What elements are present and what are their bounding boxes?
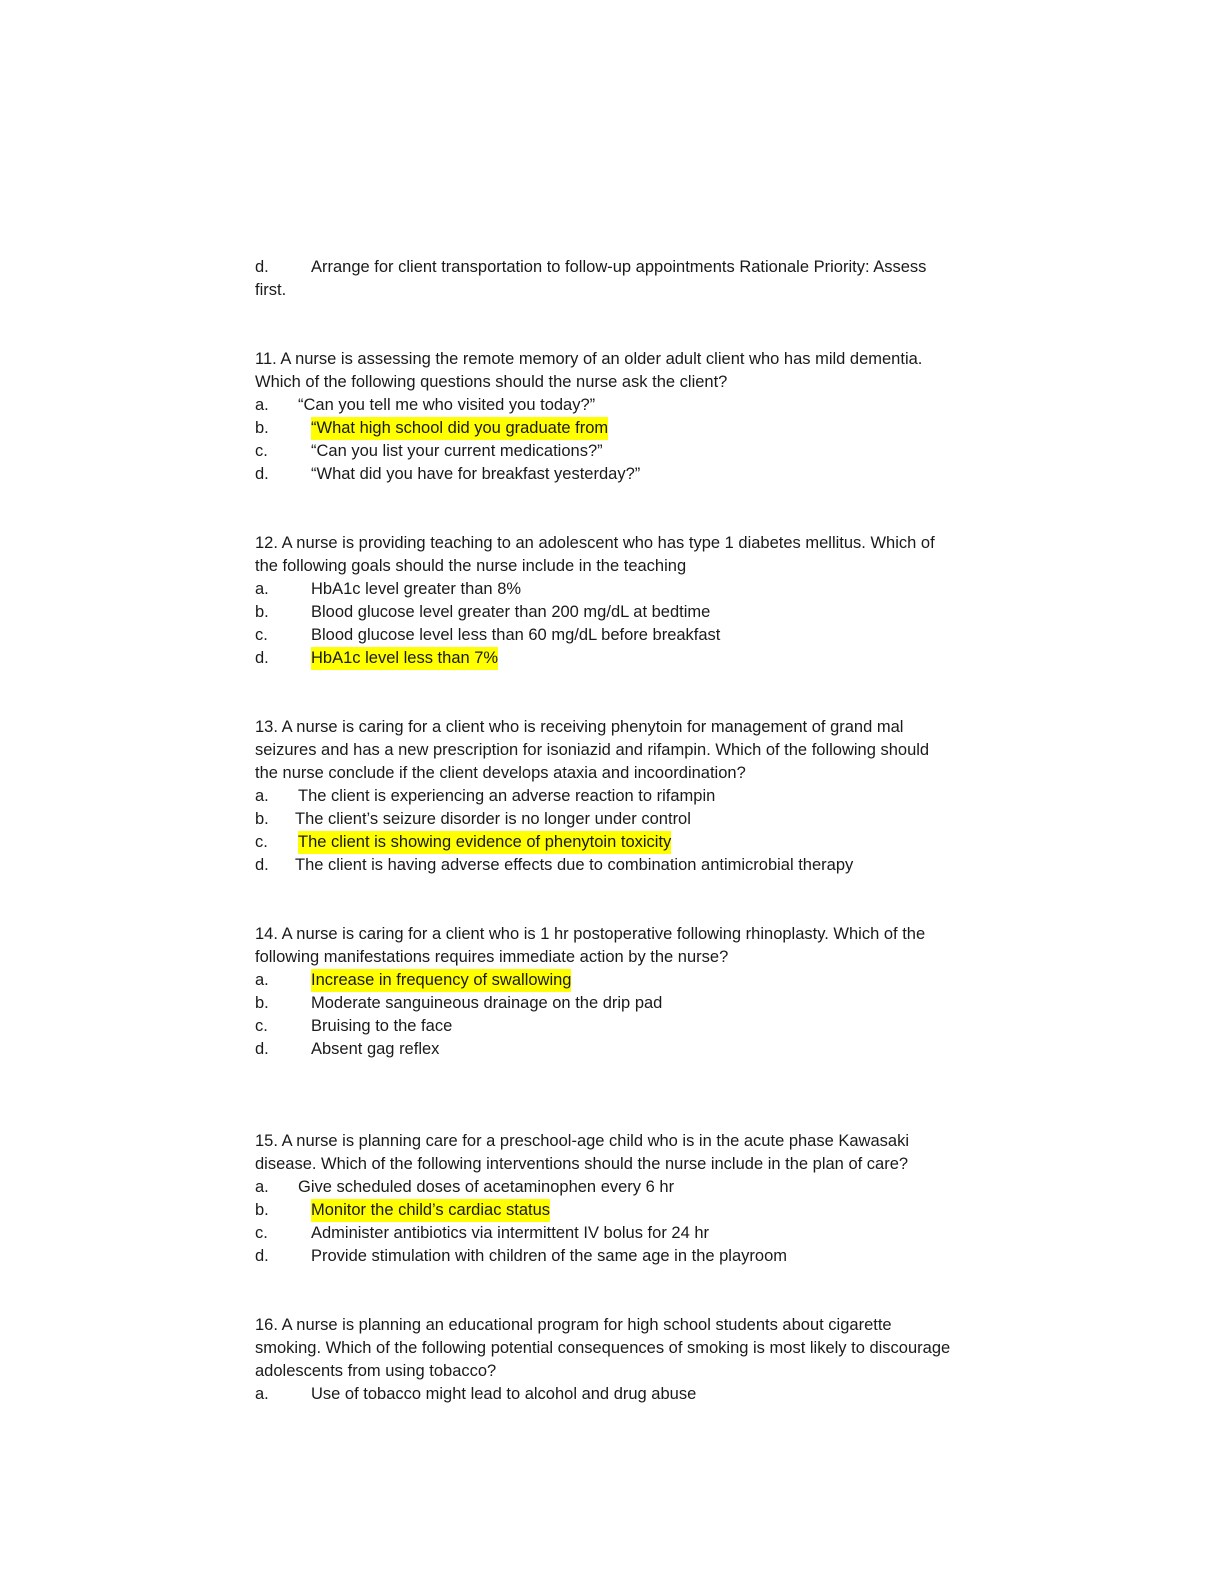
option-b xyxy=(255,992,985,1015)
option-letter: b. xyxy=(255,810,269,828)
question-12 xyxy=(255,532,985,670)
intro-option xyxy=(255,256,985,279)
option-text: The client is having adverse effects due to combination antimicrobial therapy xyxy=(295,856,854,874)
page-content xyxy=(255,256,985,1406)
option-letter: b. xyxy=(255,603,269,621)
option-text: Moderate sanguineous drainage on the drip pad xyxy=(311,994,663,1012)
question-stem-line: 15. A nurse is planning care for a preschool-age child who is in the acute phase Kawasaki xyxy=(255,1132,909,1150)
option-text: The client’s seizure disorder is no longer under control xyxy=(295,810,691,828)
question-stem-line: Which of the following questions should the nurse ask the client? xyxy=(255,373,728,391)
option-a xyxy=(255,785,985,808)
highlighted-answer-text: Monitor the child’s cardiac status xyxy=(311,1199,550,1222)
option-text: “What did you have for breakfast yesterday?” xyxy=(311,465,641,483)
option-letter: a. xyxy=(255,396,269,414)
intro-continuation: first. xyxy=(255,281,287,299)
option-text: HbA1c level greater than 8% xyxy=(311,580,522,598)
question-stem-line: 16. A nurse is planning an educational program for high school students about cigarette xyxy=(255,1316,892,1334)
option-text: “Can you list your current medications?” xyxy=(311,442,603,460)
option-letter: d. xyxy=(255,1040,269,1058)
option-text: Bruising to the face xyxy=(311,1017,453,1035)
option-letter: b. xyxy=(255,994,269,1012)
highlighted-answer-text: The client is showing evidence of phenytoin toxicity xyxy=(298,831,671,854)
option-letter: b. xyxy=(255,419,269,437)
question-15 xyxy=(255,1130,985,1268)
option-b xyxy=(255,1199,985,1222)
option-letter: d. xyxy=(255,856,269,874)
question-stem-line: smoking. Which of the following potential consequences of smoking is most likely to discourage xyxy=(255,1339,951,1357)
question-16 xyxy=(255,1314,985,1406)
option-letter: c. xyxy=(255,833,268,851)
question-stem-line: following manifestations requires immediate action by the nurse? xyxy=(255,948,729,966)
option-text: Administer antibiotics via intermittent IV bolus for 24 hr xyxy=(311,1224,710,1242)
option-text: Absent gag reflex xyxy=(311,1040,440,1058)
question-stem-line: the following goals should the nurse include in the teaching xyxy=(255,557,687,575)
question-stem-line: adolescents from using tobacco? xyxy=(255,1362,497,1380)
option-letter: d. xyxy=(255,1247,269,1265)
highlighted-answer-text: “What high school did you graduate from xyxy=(311,417,608,440)
option-letter: c. xyxy=(255,626,268,644)
option-a xyxy=(255,969,985,992)
option-letter: d. xyxy=(255,258,269,276)
question-14 xyxy=(255,923,985,1061)
option-c xyxy=(255,1222,985,1245)
option-d xyxy=(255,854,985,877)
option-letter: d. xyxy=(255,465,269,483)
question-stem-line: disease. Which of the following interventions should the nurse include in the plan of care? xyxy=(255,1155,909,1173)
question-13 xyxy=(255,716,985,877)
question-11 xyxy=(255,348,985,486)
question-stem-line: 11. A nurse is assessing the remote memory of an older adult client who has mild dementia. xyxy=(255,350,923,368)
option-b xyxy=(255,417,985,440)
option-letter: a. xyxy=(255,580,269,598)
option-c xyxy=(255,624,985,647)
option-text: Arrange for client transportation to follow-up appointments Rationale Priority: Assess xyxy=(311,258,927,276)
question-stem-line: seizures and has a new prescription for isoniazid and rifampin. Which of the following should xyxy=(255,741,930,759)
option-text: Give scheduled doses of acetaminophen every 6 hr xyxy=(298,1178,675,1196)
option-text: Use of tobacco might lead to alcohol and drug abuse xyxy=(311,1385,697,1403)
option-c xyxy=(255,440,985,463)
option-d xyxy=(255,1245,985,1268)
option-letter: b. xyxy=(255,1201,269,1219)
option-d xyxy=(255,647,985,670)
option-b xyxy=(255,601,985,624)
option-text: Blood glucose level less than 60 mg/dL before breakfast xyxy=(311,626,721,644)
option-a xyxy=(255,1176,985,1199)
question-stem-line: 14. A nurse is caring for a client who is 1 hr postoperative following rhinoplasty. Which of the xyxy=(255,925,926,943)
option-text: “Can you tell me who visited you today?” xyxy=(298,396,596,414)
option-letter: a. xyxy=(255,1178,269,1196)
option-d xyxy=(255,463,985,486)
option-d xyxy=(255,1038,985,1061)
option-text: The client is experiencing an adverse reaction to rifampin xyxy=(298,787,716,805)
option-letter: a. xyxy=(255,1385,269,1403)
option-b xyxy=(255,808,985,831)
option-letter: d. xyxy=(255,649,269,667)
question-stem-line: the nurse conclude if the client develops ataxia and incoordination? xyxy=(255,764,746,782)
option-c xyxy=(255,1015,985,1038)
option-text: Blood glucose level greater than 200 mg/dL at bedtime xyxy=(311,603,711,621)
question-stem-line: 13. A nurse is caring for a client who is receiving phenytoin for management of grand mal xyxy=(255,718,904,736)
option-letter: c. xyxy=(255,1017,268,1035)
option-letter: c. xyxy=(255,1224,268,1242)
option-a xyxy=(255,1383,985,1406)
highlighted-answer-text: Increase in frequency of swallowing xyxy=(311,969,571,992)
question-stem-line: 12. A nurse is providing teaching to an adolescent who has type 1 diabetes mellitus. Which of xyxy=(255,534,935,552)
option-text: Provide stimulation with children of the same age in the playroom xyxy=(311,1247,787,1265)
option-a xyxy=(255,394,985,417)
option-c xyxy=(255,831,985,854)
option-a xyxy=(255,578,985,601)
option-letter: a. xyxy=(255,787,269,805)
option-letter: c. xyxy=(255,442,268,460)
highlighted-answer-text: HbA1c level less than 7% xyxy=(311,647,498,670)
option-letter: a. xyxy=(255,971,269,989)
